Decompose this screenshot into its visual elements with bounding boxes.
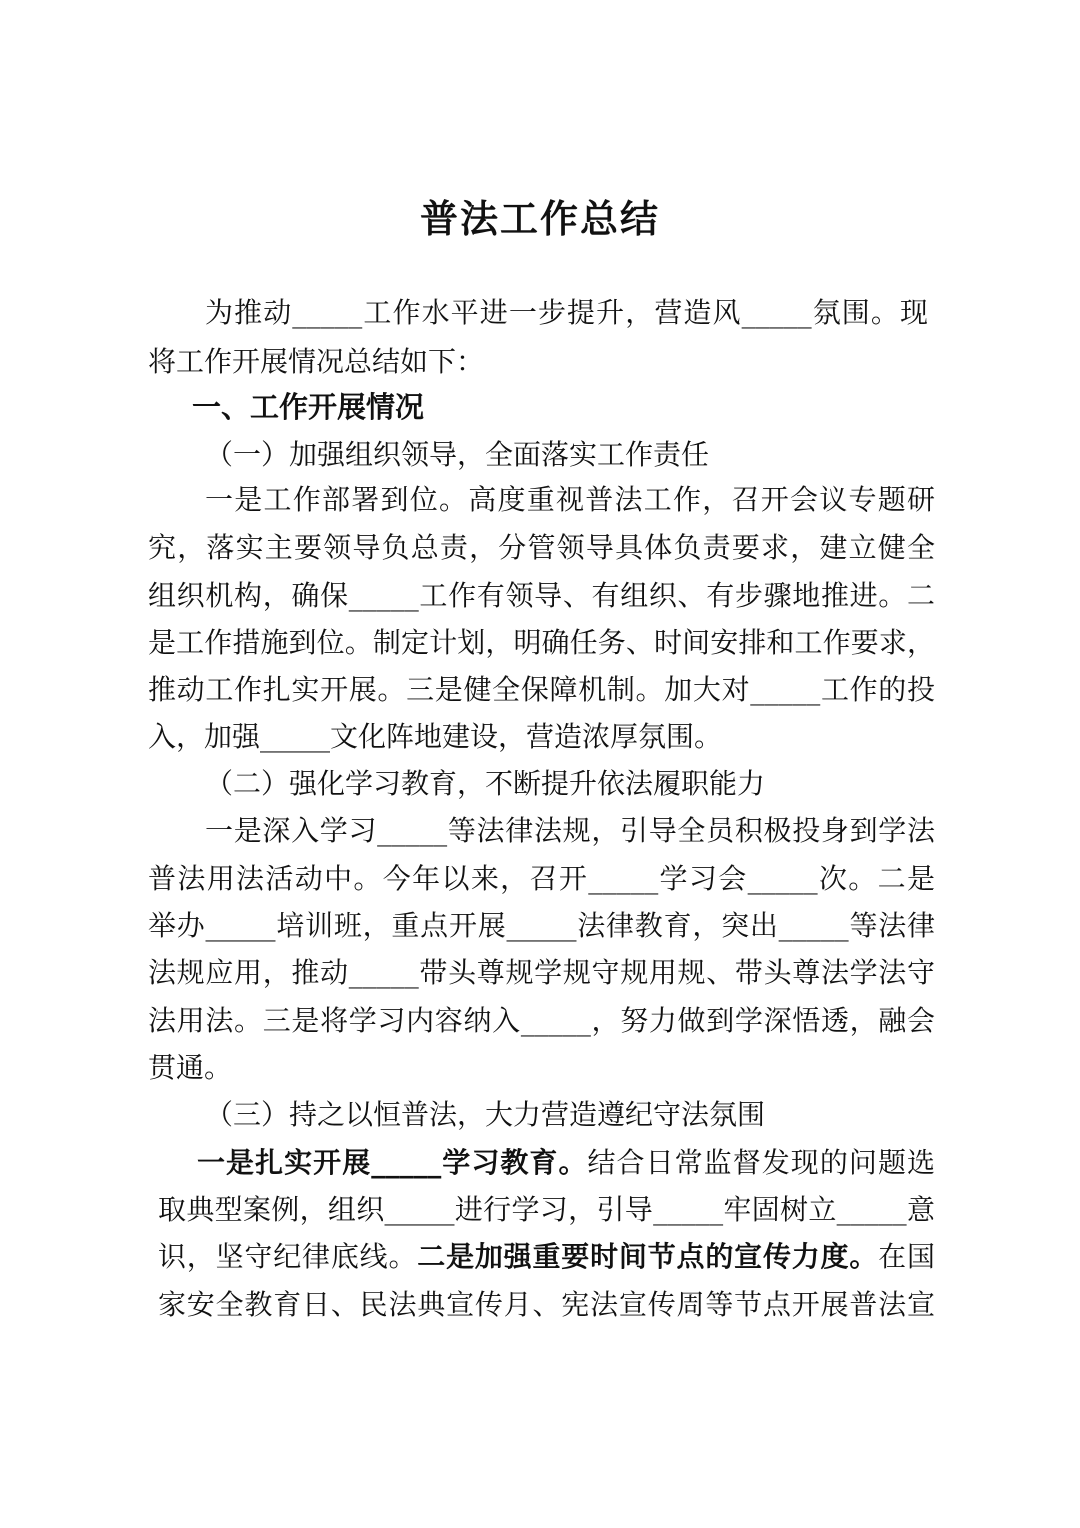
text-segment: 组织机构，确保_____工作有领导、有组织、有步骤地推进。二 xyxy=(148,579,935,612)
text-line xyxy=(148,1048,232,1088)
text-line xyxy=(158,1237,935,1277)
text-segment: 一、工作开展情况 xyxy=(192,390,425,424)
text-segment: （二）强化学习教育，不断提升依法履职能力 xyxy=(205,767,766,800)
bold-text-segment: 一是扎实开展_____学习教育。 xyxy=(197,1146,588,1179)
text-segment: 举办_____培训班，重点开展_____法律教育，突出_____等法律 xyxy=(148,909,935,942)
text-line xyxy=(148,670,935,710)
text-segment: （一）加强组织领导，全面落实工作责任 xyxy=(205,438,710,471)
text-segment: 贯通。 xyxy=(148,1051,233,1084)
text-segment: 究，落实主要领导负总责，分管领导具体负责要求，建立健全 xyxy=(148,531,935,564)
text-line xyxy=(205,480,935,520)
text-segment: 是工作措施到位。制定计划，明确任务、时间安排和工作要求， xyxy=(148,626,935,659)
text-segment: 家安全教育日、民法典宣传月、宪法宣传周等节点开展普法宣 xyxy=(158,1288,935,1321)
text-line xyxy=(148,906,935,946)
text-line xyxy=(205,1095,765,1135)
text-segment: 识，坚守纪律底线。 xyxy=(158,1240,418,1273)
text-line xyxy=(197,1143,935,1183)
text-segment: 为推动_____工作水平进一步提升，营造风_____氛围。现 xyxy=(205,296,928,329)
text-line xyxy=(148,717,722,757)
text-line xyxy=(148,528,935,568)
text-segment: 推动工作扎实开展。三是健全保障机制。加大对_____工作的投 xyxy=(148,673,935,706)
text-segment: （三）持之以恒普法，大力营造遵纪守法氛围 xyxy=(205,1098,766,1131)
text-segment: 一是工作部署到位。高度重视普法工作，召开会议专题研 xyxy=(205,483,935,516)
text-segment: 结合日常监督发现的问题选 xyxy=(587,1146,935,1179)
text-line xyxy=(148,1001,935,1041)
text-line xyxy=(205,435,709,475)
text-segment: 法用法。三是将学习内容纳入_____，努力做到学深悟透，融会 xyxy=(148,1004,935,1037)
text-segment: 法规应用，推动_____带头尊规学规守规用规、带头尊法学法守 xyxy=(148,956,935,989)
text-segment: 取典型案例，组织_____进行学习，引导_____牢固树立_____意 xyxy=(158,1193,935,1226)
text-line xyxy=(148,859,935,899)
text-line xyxy=(148,576,935,616)
text-segment: 一是深入学习_____等法律法规，引导全员积极投身到学法 xyxy=(205,814,935,847)
document-title: 普法工作总结 xyxy=(419,196,660,241)
text-segment: 入，加强_____文化阵地建设，营造浓厚氛围。 xyxy=(148,720,723,753)
text-segment: 普法用法活动中。今年以来，召开_____学习会_____次。二是 xyxy=(148,862,935,895)
text-segment: 在国 xyxy=(878,1240,935,1273)
bold-text-segment: 二是加强重要时间节点的宣传力度。 xyxy=(417,1240,879,1273)
section-heading xyxy=(192,387,424,427)
text-segment: 将工作开展情况总结如下： xyxy=(148,345,485,378)
text-line xyxy=(148,953,935,993)
text-line xyxy=(148,623,935,663)
text-line xyxy=(158,1190,935,1230)
text-line xyxy=(158,1285,935,1325)
text-line xyxy=(148,342,484,382)
text-line xyxy=(205,293,928,333)
text-line xyxy=(205,764,765,804)
text-line xyxy=(205,811,935,851)
